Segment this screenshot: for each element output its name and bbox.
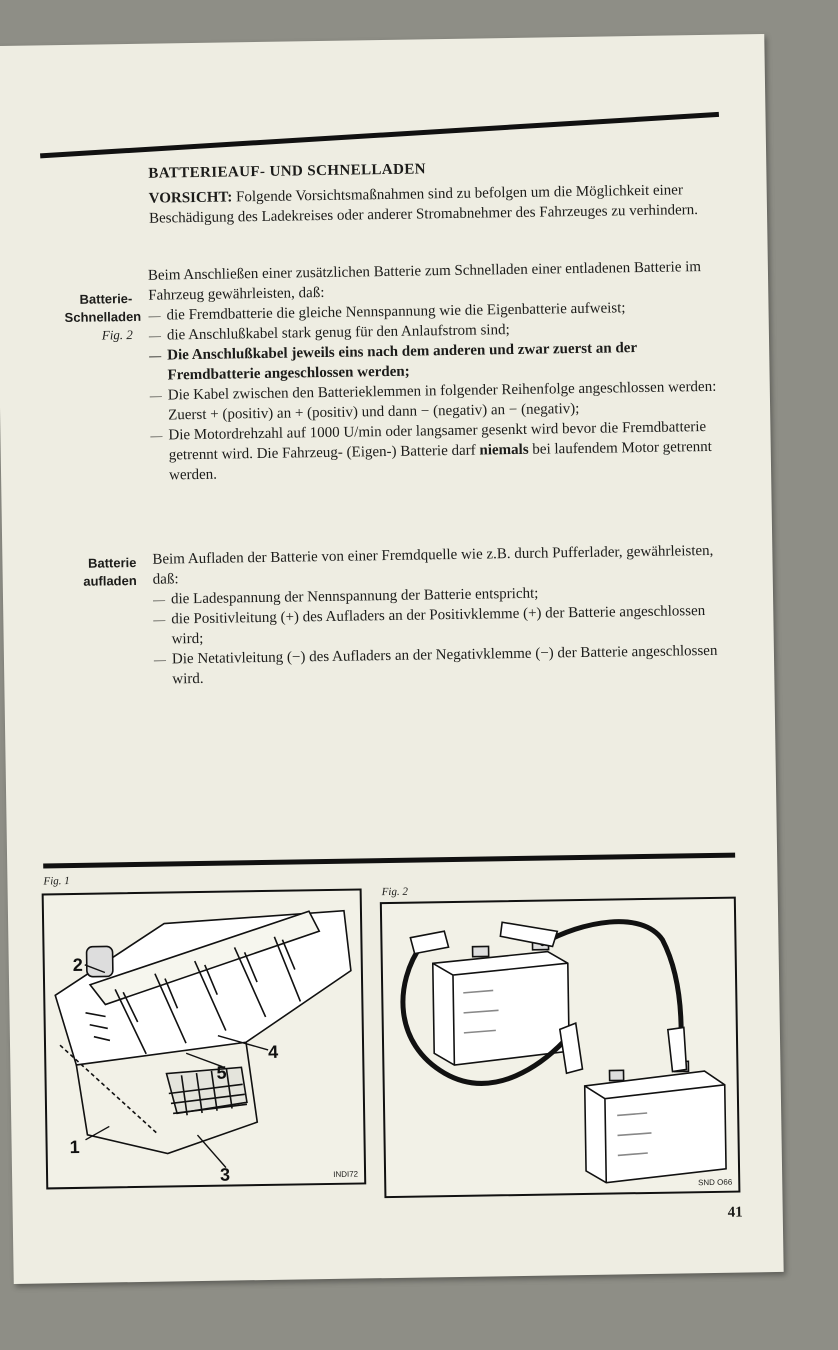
caution-paragraph <box>149 180 722 229</box>
schnellladen-label-line1: Batterie- <box>79 290 133 307</box>
fig1-callout-5: 5 <box>216 1062 227 1083</box>
caution-label: VORSICHT: <box>148 189 233 207</box>
list-item: — Die Kabel zwischen den Batterieklemmen in folgender Reihenfolge angeschlossen werden: Zuerst + (positiv) an + (positiv) und dann − (negativ) an − (negativ); <box>150 377 726 426</box>
schnellladen-list <box>148 297 726 486</box>
fig1-callout-3: 3 <box>219 1164 231 1185</box>
top-rule <box>40 112 719 159</box>
list-item: — Die Netativleitung (−) des Aufladers an der Negativklemme (−) der Batterie angeschlossen wird. <box>154 641 730 690</box>
schnellladen-label-line2: Schnelladen <box>64 308 142 326</box>
schnellladen-section <box>148 257 726 486</box>
fig1-callout-4: 4 <box>268 1041 279 1062</box>
list-item: — die Anschlußkabel stark genug für den Anlaufstrom sind; <box>149 317 724 346</box>
list-item: — die Ladespannung der Nennspannung der Batterie entspricht; <box>153 581 728 610</box>
fig1-code: INDI72 <box>333 1169 359 1179</box>
aufladen-list <box>153 581 729 690</box>
fig2-illustration <box>380 897 741 1199</box>
page-number: 41 <box>727 1204 743 1221</box>
schnellladen-fig-ref: Fig. 2 <box>101 326 133 343</box>
aufladen-intro: Beim Aufladen der Batterie von einer Fremdquelle wie z.B. durch Pufferlader, gewährleisten, daß: <box>152 542 714 588</box>
fig1-callout-2: 2 <box>72 954 83 976</box>
aufladen-label-line1: Batterie <box>87 554 137 571</box>
fig2-label: Fig. 2 <box>381 885 409 899</box>
list-item: — die Positivleitung (+) des Aufladers an der Positivklemme (+) der Batterie angeschlossen wird; <box>153 601 729 650</box>
fig1-label: Fig. 1 <box>43 875 70 888</box>
schnellladen-label <box>64 290 142 345</box>
item5-text-b: bei laufendem Motor getrennt werden. <box>168 438 712 484</box>
list-item: — die Fremdbatterie die gleiche Nennspannung wie die Eigenbatterie aufweist; <box>148 297 723 326</box>
list-item <box>150 417 726 486</box>
caution-text: Folgende Vorsichtsmaßnahmen sind zu befolgen um die Möglichkeit einer Beschädigung des Ladekreises oder anderer Stromabnehmer des Fahrzeuges zu verhindern. <box>148 182 699 227</box>
manual-page <box>0 34 784 1284</box>
battery-compartment-drawing <box>44 890 365 1187</box>
aufladen-label <box>68 554 137 591</box>
aufladen-label-line2: aufladen <box>83 572 137 589</box>
schnellladen-intro: Beim Anschließen einer zusätzlichen Batterie zum Schnelladen einer entladenen Batterie im Fahrzeug gewährleisten, daß: <box>147 259 702 304</box>
fig1-callout-1: 1 <box>69 1136 80 1158</box>
item5-text-a: Die Motordrehzahl auf 1000 U/min oder langsamer gesenkt wird bevor die Fremdbatterie getrennt wird. Die Fahrzeug- (Eigen-) Batterie darf <box>168 418 707 464</box>
list-item: — Die Anschlußkabel jeweils eins nach dem anderen und zwar zuerst an der Fremdbatterie angeschlossen werden; <box>149 337 725 386</box>
fig2-code: SND O66 <box>697 1177 733 1188</box>
section-title: BATTERIEAUF- UND SCHNELLADEN <box>148 161 427 182</box>
jump-start-batteries-drawing <box>382 899 739 1196</box>
fig1-illustration <box>42 888 367 1189</box>
aufladen-section <box>152 541 729 690</box>
figure-rule <box>43 853 735 869</box>
item5-bold: niemals <box>479 441 529 459</box>
